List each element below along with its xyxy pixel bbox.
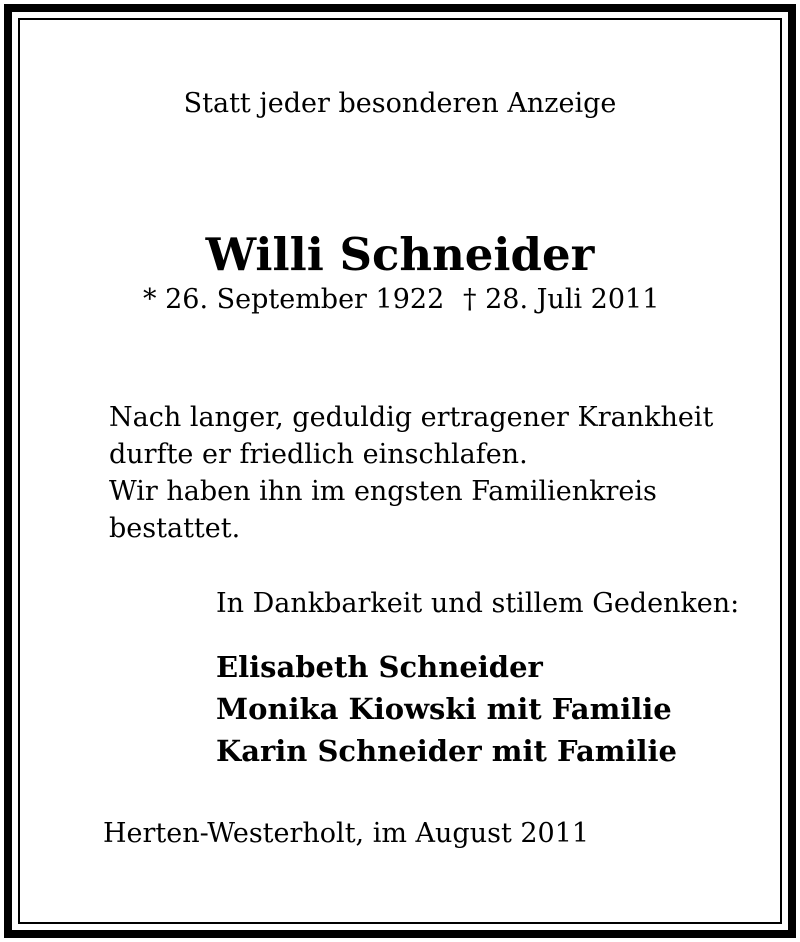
gratitude-line: In Dankbarkeit und stillem Gedenken:	[216, 588, 740, 619]
deceased-name: Willi Schneider	[205, 228, 595, 281]
body-text-line-1: Nach langer, geduldig ertragener Krankheit	[109, 402, 714, 433]
inner-border	[18, 18, 782, 924]
place-and-date: Herten-Westerholt, im August 2011	[103, 818, 590, 849]
birth-date: * 26. September 1922	[143, 284, 445, 315]
body-text-line-2: durfte er friedlich einschlafen.	[109, 439, 528, 470]
header-note: Statt jeder besonderen Anzeige	[183, 88, 617, 119]
body-text-line-3: Wir haben ihn im engsten Familienkreis	[109, 476, 657, 507]
mourner-3: Karin Schneider mit Familie	[216, 734, 677, 768]
body-text-line-4: bestattet.	[109, 513, 241, 544]
mourner-2: Monika Kiowski mit Familie	[216, 692, 672, 726]
mourner-1: Elisabeth Schneider	[216, 650, 543, 684]
death-date: † 28. Juli 2011	[463, 284, 660, 315]
